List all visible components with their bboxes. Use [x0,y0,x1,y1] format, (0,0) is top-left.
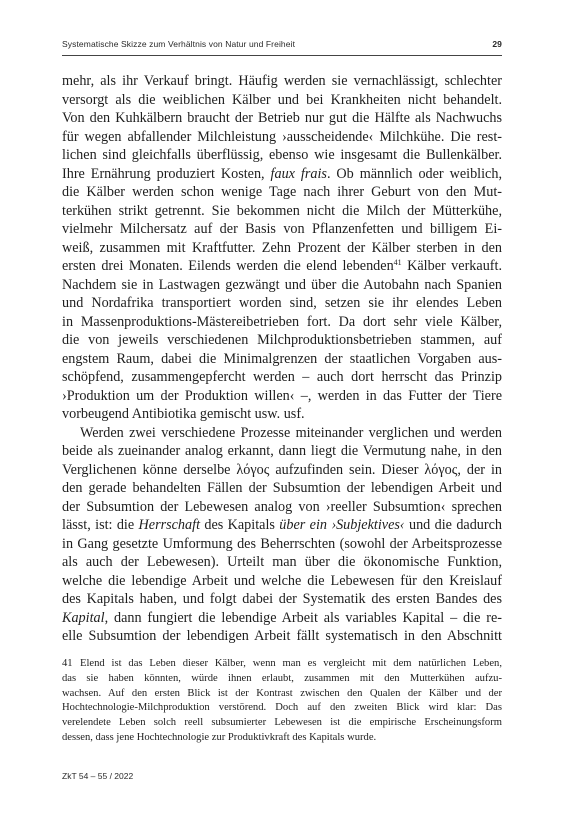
body-line [62,516,502,535]
text-run: ersten drei Monaten. Eilends werden die elend lebenden [62,258,394,274]
footnote-line: dessen, dass jene Hochtechnologie zur Produktivkraft des Kapitals wurde. [62,731,377,743]
running-title: Systematische Skizze zum Verhältnis von Natur und Freiheit [62,39,296,49]
body-line: schöpfend, zusammengepfercht werden – auch dort herrscht das Prinzip [62,369,502,385]
body-line: beide als zueinander analog erkannt, dann liegt die Vermutung nahe, in den [62,443,502,459]
footnote-reference: 41 [393,258,402,267]
footnote-line: Hochtechnologie-Milchproduktion verstörend. Doch auf den zweiten Blick wird klar: Das [62,702,502,714]
body-line: engstem Raum, dabei die Minimalgrenzen der staatlichen Vorgaben aus- [62,350,502,367]
body-line [62,609,502,628]
italic-emphasis: über ein ›Subjektives‹ [279,517,405,533]
footnote-text: Elend ist das Leben dieser Kälber, wenn man es vergleicht mit dem natürlichen Leben, [80,658,502,669]
body-line: ›Produktion um der Produktion willen‹ –, werden in das Futter der Tiere [62,387,502,404]
body-line: Werden zwei verschiedene Prozesse miteinander verglichen und werden [80,424,502,441]
text-run: Kälber verkauft. [401,258,502,274]
body-text [62,72,502,646]
text-run: Ihre Ernährung produziert Kosten, [62,165,271,182]
page-number: 29 [492,39,502,49]
body-line: elle Subsumtion der lebendigen Arbeit fällt systematisch in den Abschnitt [62,628,502,644]
body-line [62,165,502,184]
body-line: des Kapitals haben, und folgt dabei der Systematik des ersten Bandes des [62,591,502,607]
body-line: der Subsumtion der Lebewesen analog von ›reeller Subsumtion‹ sprechen [62,498,502,515]
body-line: und Nordafrika transportiert worden sind, setzen sie ihr elendes Leben [62,295,502,311]
footnote-line: verelendete Leben solch reell subsumierter Lebewesen ist die empirische Erscheinungsform [62,717,502,729]
text-run: . Ob männlich oder weiblich, [326,165,502,182]
body-line: Von den Kuhkälbern braucht der Betrieb nur gut die Hälfte als Nachwuchs [62,110,502,126]
body-line: mehr, als ihr Verkauf bringt. Häufig werden sie vernachlässigt, schlechter [62,73,502,89]
footnote-line: das sie haben könnten, würde ihnen erlaubt, zusammen mit den Mutterkühen aufzu- [62,672,502,684]
body-line: den gerade behandelten Fällen der Subsumtion der lebendigen Arbeit und [62,480,502,496]
body-line: für wegen abfallender Milchleistung ›ausscheidende‹ Milchkühe. Die rest- [62,128,502,145]
body-line: terkühen strikt getrennt. Sie bekommen nicht die Milch der Mütterkühe, [62,202,502,219]
text-run: des Kapitals [200,517,280,533]
journal-id: ZkT 54 – 55 / 2022 [62,771,134,781]
body-line: vielmehr Milchersatz auf der Basis von Pflanzenfetten und billigem Ei- [62,221,502,237]
body-line: die von jeweils verschiedenen Milchproduktionsbetrieben stammen, auf [62,332,502,348]
body-line: lichen sind gleichfalls überflüssig, ebenso wie insgesamt die Bullenkälber. [62,147,502,163]
text-run: , dann fungiert die lebendige Arbeit als variables Kapital – die re- [104,609,502,626]
italic-emphasis: faux frais [270,165,327,182]
header-rule [62,55,502,56]
body-line: als auch der Lebewesen). Urteilt man über die ökonomische Funktion, [62,554,502,570]
body-line [62,257,502,276]
italic-emphasis: Herrschaft [138,517,201,533]
body-line: Verglichenen könne derselbe λόγος aufzufinden sein. Dieser λόγος, der in [62,461,502,478]
running-head [62,39,502,53]
body-line: versorgt als die weiblichen Kälber und bei Krankheiten nicht behandelt. [62,91,502,108]
footnote-number: 41 [62,658,73,669]
body-line: die Kälber werden schon wenige Tage nach ihrer Geburt von den Mut- [62,184,502,200]
body-line: Nachdem sie in Lastwagen gezwängt und über die Autobahn nach Spanien [62,276,502,293]
body-line: in Massenproduktions-Mästereibetrieben fort. Da dort sehr viele Kälber, [62,313,502,330]
text-run: und die dadurch [404,517,503,533]
body-line: welche die lebendige Arbeit und welche die Lebewesen für den Kreislauf [62,572,502,589]
footnote-line: wachsen. Auf den ersten Blick ist der Kontrast zwischen den Qualen der Kälber und der [62,687,502,699]
footnote-line [62,657,502,672]
body-line: vorbeugend Antibiotika gemischt usw. usf. [62,406,305,422]
body-line: weiß, zusammen mit Kraftfutter. Zehn Prozent der Kälber sterben in den [62,239,502,256]
italic-emphasis: Kapital [62,609,105,626]
text-run: lässt, ist: die [62,517,139,533]
body-line: in Gang gesetzte Umformung des Beherrschten (sowohl der Arbeitsprozesse [62,535,502,552]
footnote-41 [62,657,502,746]
